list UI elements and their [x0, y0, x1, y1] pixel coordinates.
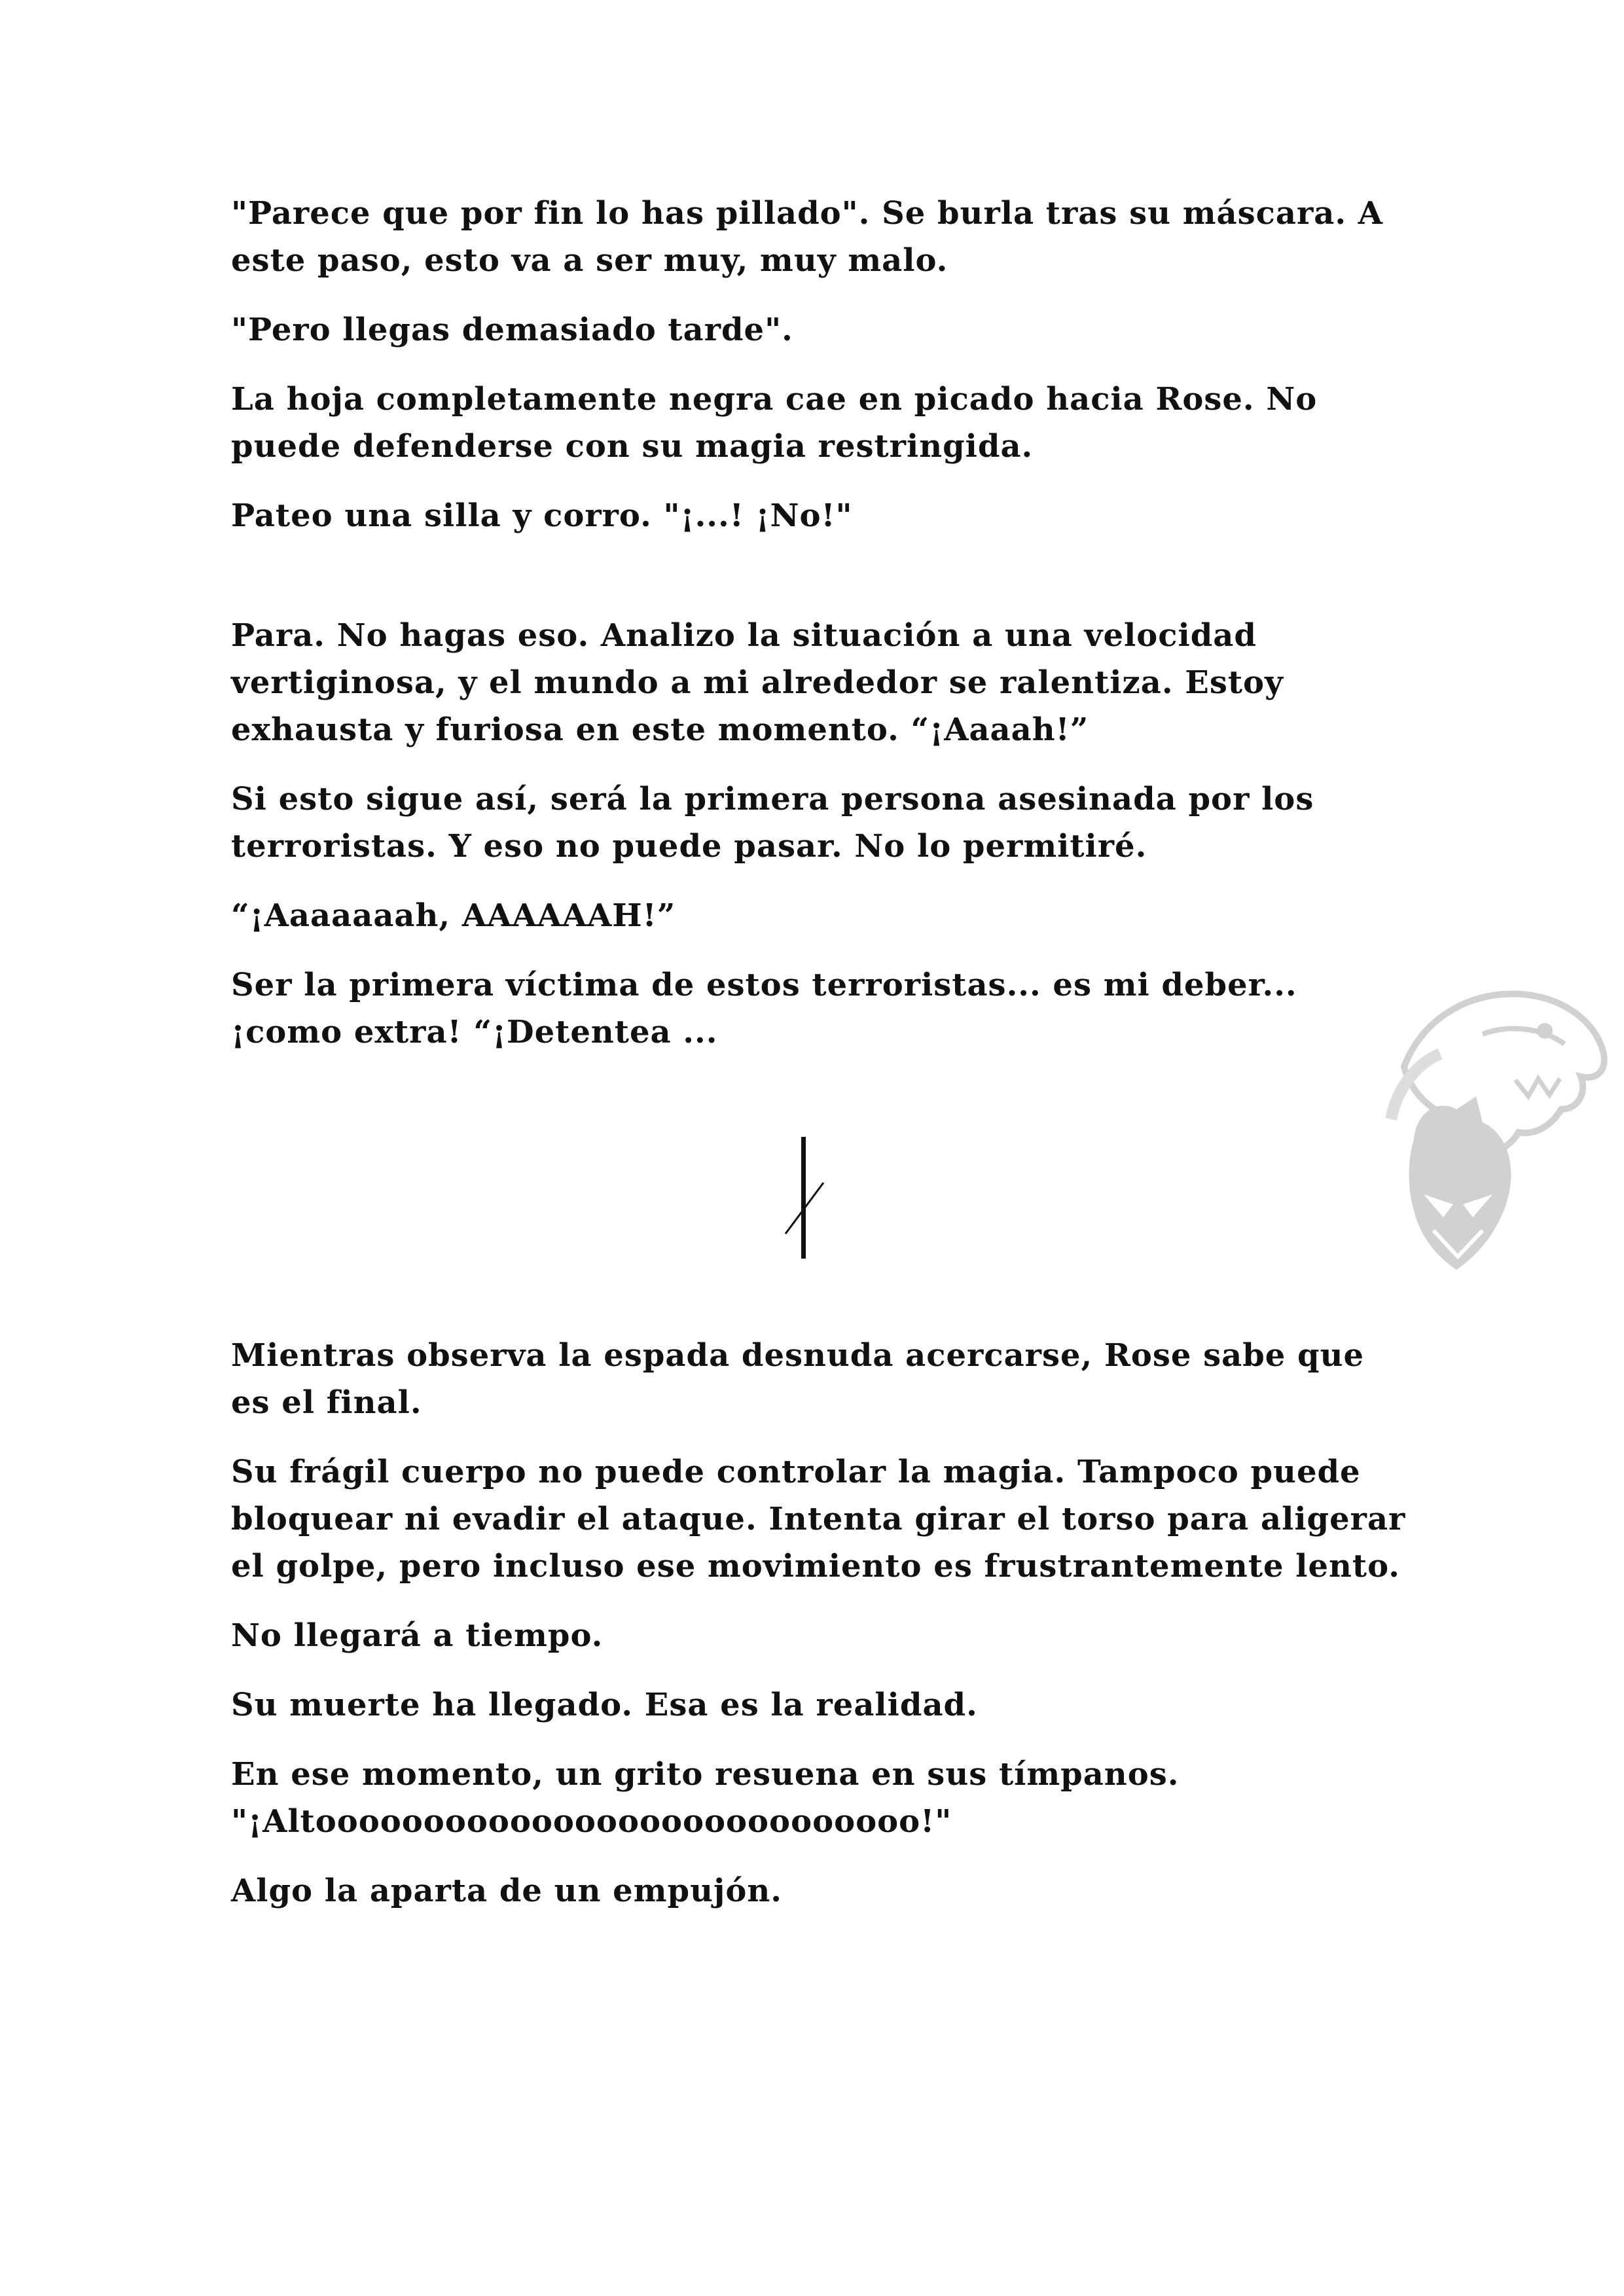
text-section-2	[231, 612, 1409, 1078]
text-section-1	[231, 190, 1409, 562]
paragraph: "Pero llegas demasiado tarde".	[231, 312, 793, 348]
paragraph: Si esto sigue así, será la primera persona asesinada por los terroristas. Y eso no puede pasar. No lo permitiré.	[231, 781, 1314, 865]
dinosaur-skull-watermark-icon	[1378, 969, 1614, 1296]
sword-slash-icon	[779, 1136, 831, 1260]
paragraph: "Parece que por fin lo has pillado". Se burla tras su máscara. A este paso, esto va a ser muy, muy malo.	[231, 195, 1384, 279]
paragraph: Algo la aparta de un empujón.	[231, 1873, 782, 1909]
paragraph: Para. No hagas eso. Analizo la situación a una velocidad vertiginosa, y el mundo a mi alrededor se ralentiza. Estoy exhausta y furiosa en este momento. “¡Aaaah!”	[231, 617, 1284, 748]
paragraph: Mientras observa la espada desnuda acercarse, Rose sabe que es el final.	[231, 1337, 1365, 1421]
paragraph: Su muerte ha llegado. Esa es la realidad.	[231, 1687, 978, 1723]
paragraph: La hoja completamente negra cae en picado hacia Rose. No puede defenderse con su magia restringida.	[231, 381, 1318, 465]
paragraph: En ese momento, un grito resuena en sus tímpanos. "¡Altoooooooooooooooooooooooooooo!"	[231, 1756, 1180, 1840]
paragraph: Su frágil cuerpo no puede controlar la magia. Tampoco puede bloquear ni evadir el ataque. Intenta girar el torso para aligerar el golpe, pero incluso ese movimiento es frustrantemente lento.	[231, 1454, 1406, 1585]
paragraph: No llegará a tiempo.	[231, 1617, 604, 1654]
paragraph: Ser la primera víctima de estos terroristas... es mi deber... ¡como extra! “¡Detentea ...	[231, 967, 1297, 1050]
text-section-3	[231, 1332, 1409, 1937]
paragraph: “¡Aaaaaaah, AAAAAAH!”	[231, 897, 676, 934]
paragraph: Pateo una silla y corro. "¡...! ¡No!"	[231, 497, 853, 534]
